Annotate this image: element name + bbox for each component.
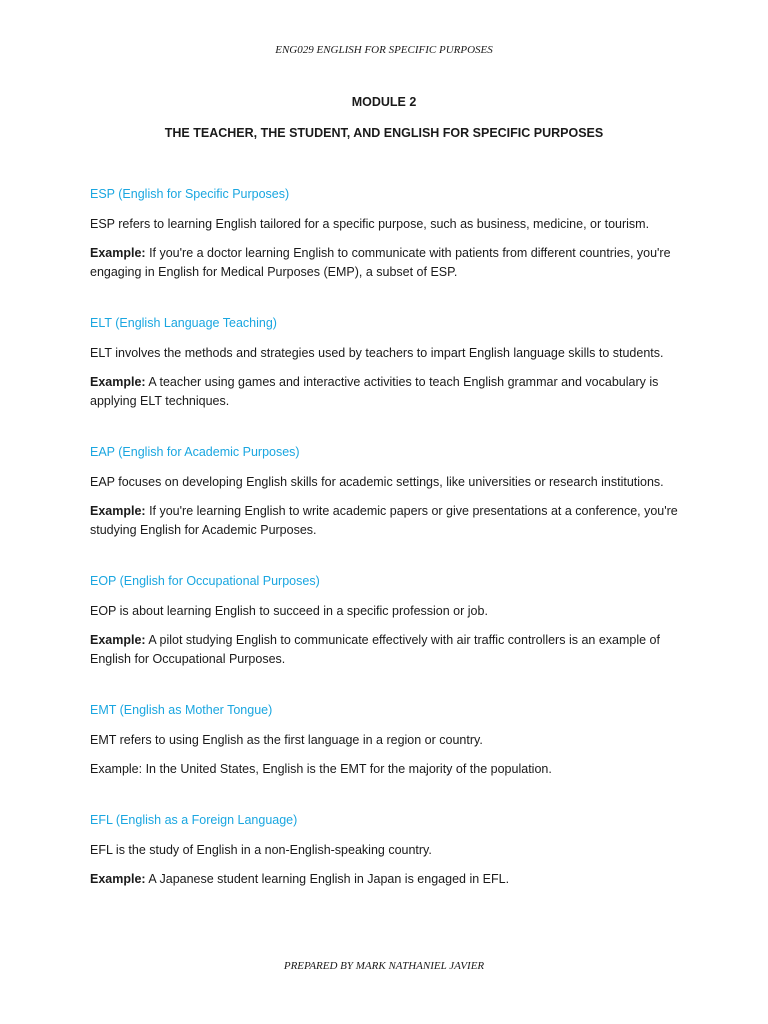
section-emt — [90, 702, 690, 779]
section-example: Example: In the United States, English is the EMT for the majority of the population. — [90, 762, 552, 776]
section-example — [90, 373, 690, 411]
section-example — [90, 631, 690, 669]
page-footer: PREPARED BY MARK NATHANIEL JAVIER — [283, 960, 485, 972]
section-heading: ESP (English for Specific Purposes) — [90, 187, 290, 201]
section-heading: EAP (English for Academic Purposes) — [90, 445, 300, 459]
section-elt — [90, 315, 690, 411]
section-eap — [90, 444, 690, 540]
example-text: A pilot studying English to communicate effectively with air traffic controllers is an example of English for Occupational Purposes. — [90, 633, 660, 666]
example-label: Example: — [90, 633, 146, 647]
section-definition: EMT refers to using English as the first language in a region or country. — [90, 733, 483, 747]
page-header: ENG029 ENGLISH FOR SPECIFIC PURPOSES — [275, 44, 493, 56]
section-heading: EMT (English as Mother Tongue) — [90, 703, 273, 717]
example-label: Example: — [90, 872, 146, 886]
example-label: Example: — [90, 375, 146, 389]
section-efl — [90, 812, 690, 889]
section-heading: EFL (English as a Foreign Language) — [90, 813, 298, 827]
example-label: Example: — [90, 504, 146, 518]
section-definition: EFL is the study of English in a non-English-speaking country. — [90, 843, 432, 857]
example-text: A Japanese student learning English in Japan is engaged in EFL. — [145, 872, 510, 886]
page-title: THE TEACHER, THE STUDENT, AND ENGLISH FOR SPECIFIC PURPOSES — [164, 126, 604, 140]
section-example — [90, 870, 690, 889]
section-eop — [90, 573, 690, 669]
module-number: MODULE 2 — [351, 95, 417, 109]
example-label: Example: — [90, 246, 146, 260]
section-definition: EAP focuses on developing English skills for academic settings, like universities or research institutions. — [90, 475, 664, 489]
section-example — [90, 502, 690, 540]
example-text: If you're learning English to write academic papers or give presentations at a conference, you're studying English for Academic Purposes. — [90, 504, 678, 537]
section-example — [90, 244, 690, 282]
document-body — [90, 186, 690, 922]
example-text: A teacher using games and interactive activities to teach English grammar and vocabulary is applying ELT techniques. — [90, 375, 659, 408]
section-heading: ELT (English Language Teaching) — [90, 316, 277, 330]
section-heading: EOP (English for Occupational Purposes) — [90, 574, 320, 588]
section-definition: ELT involves the methods and strategies used by teachers to impart English language skills to students. — [90, 346, 664, 360]
example-text: If you're a doctor learning English to communicate with patients from different countries, you're engaging in English for Medical Purposes (EMP), a subset of ESP. — [90, 246, 671, 279]
section-esp — [90, 186, 690, 282]
section-definition: ESP refers to learning English tailored for a specific purpose, such as business, medicine, or tourism. — [90, 217, 650, 231]
section-definition: EOP is about learning English to succeed in a specific profession or job. — [90, 604, 488, 618]
